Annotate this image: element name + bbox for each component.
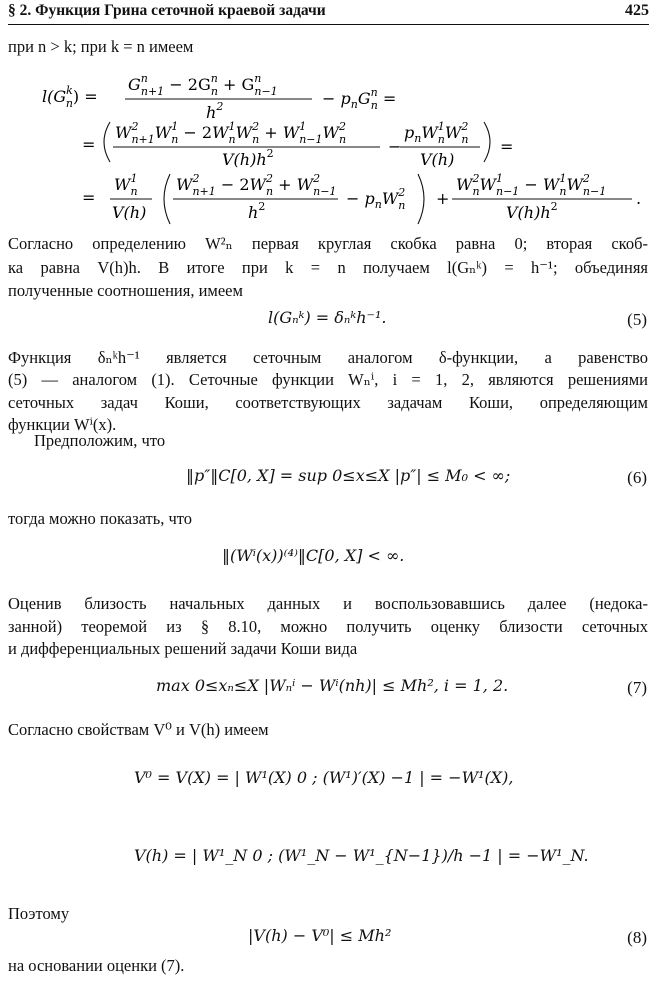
para1-line2: ка равна V(h)h. В итоге при k = n получаем l(Gₙᵏ) = h⁻¹; объединяя [8, 258, 648, 277]
para6: Согласно свойствам V⁰ и V(h) имеем [8, 720, 269, 739]
equation-7: max 0≤xₙ≤X |Wₙⁱ − Wⁱ(nh)| ≤ Mh², i = 1, 2. [156, 676, 509, 695]
section-title: § 2. Функция Грина сеточной краевой задачи [8, 2, 326, 19]
svg-text:V(h)h2: $V(h)h^2$ [506, 200, 558, 222]
svg-text:W2n+1 − 2W2n + W2n−1: $W^2$ $n+1 - 2W^2$ $n + W^2$ n−1 [176, 172, 337, 198]
svg-text:h2: $h^2$ [206, 100, 224, 122]
intro-line: при n > k; при k = n имеем [8, 37, 194, 56]
equation-6: ‖p″‖C[0, X] = sup 0≤x≤X |p″| ≤ M₀ < ∞; [186, 466, 511, 485]
para7: Поэтому [8, 904, 70, 923]
svg-text:W1n: $W^1$ n [114, 172, 138, 198]
svg-text:− pnW2n: − $p_nW^2$ n [346, 186, 406, 212]
svg-text:V(h)h2: $V(h)h^2$ [222, 147, 274, 169]
svg-text:=: = [82, 188, 96, 207]
para3: Предположим, что [34, 431, 166, 450]
equation-v0: V⁰ = V(X) = | W¹(X) 0 ; (W¹)′(X) −1 | = −W¹(X), [134, 768, 514, 787]
svg-text:+: + [436, 189, 450, 208]
para4: тогда можно показать, что [8, 509, 193, 528]
eq-number-7: (7) [627, 678, 647, 697]
para2-line2: (5) — аналогом (1). Сеточные функции Wₙⁱ, i = 1, 2, являются решениями [8, 370, 648, 389]
para5-line3: и дифференциальных решений задачи Коши вида [8, 639, 358, 658]
eq-number-6: (6) [627, 468, 647, 487]
eq-number-8: (8) [627, 928, 647, 947]
svg-text:W2n+1W1n − 2W1nW2n + W1n−1W2n: $W^2$ $n+1W^1$ $n - 2W^1$ $nW^2$ $n + W^1$ $n-1W^2$ n [115, 120, 347, 146]
svg-text:=: = [82, 135, 96, 154]
para2-line1: Функция δₙᵏh⁻¹ является сеточным аналогом δ-функции, а равенство [8, 348, 648, 367]
para2-line3: сеточных задач Коши, соответствующих задачам Коши, определяющим [8, 393, 648, 412]
svg-text:l(Gkn) =: $l(G^k$ n) = [42, 84, 98, 110]
para5-line2: занной) теоремой из § 8.10, можно получить оценку близости сеточных [8, 617, 648, 636]
svg-text:Gnn+1 − 2Gnn + Gnn−1: $G^n$ $n+1 - 2G^n$ $n + G^n$ n−1 [128, 72, 278, 98]
svg-text:V(h): V(h) [420, 150, 455, 169]
svg-text:.: . [636, 189, 642, 208]
eq-number-5: (5) [627, 310, 647, 329]
svg-text:=: = [500, 137, 514, 156]
para2-line4: функции Wⁱ(x). [8, 415, 117, 434]
svg-text:V(h): V(h) [112, 203, 147, 222]
equation-vh: V(h) = | W¹_N 0 ; (W¹_N − W¹_{N−1})/h −1 | = −W¹_N. [134, 846, 589, 865]
equation-5: l(Gₙᵏ) = δₙᵏh⁻¹. [268, 308, 387, 327]
para1-line3: полученные соотношения, имеем [8, 281, 243, 300]
equation-8: |V(h) − V⁰| ≤ Mh² [248, 926, 392, 945]
derivation-formula [0, 62, 661, 222]
svg-text:−: − [388, 137, 402, 156]
para8: на основании оценки (7). [8, 956, 185, 975]
svg-text:− pnGnn =: − $p_nG^n$ n = [322, 86, 397, 112]
para5-line1: Оценив близость начальных данных и воспользовавшись далее (недока- [8, 594, 648, 613]
page-number: 425 [625, 2, 649, 19]
svg-text:h2: $h^2$ [248, 200, 266, 222]
running-header [8, 0, 649, 25]
svg-text:W2nW1n−1 − W1nW2n−1: $W^2$ $nW^1$ $n-1 - W^1$ $nW^2$ n−1 [456, 172, 607, 198]
svg-text:pnW1nW2n: $p_nW^1$ $nW^2$ n [404, 120, 469, 146]
equation-bound: ‖(Wⁱ(x))⁽⁴⁾‖C[0, X] < ∞. [222, 546, 405, 565]
para1-line1: Согласно определению W²ₙ первая круглая скобка равна 0; вторая скоб- [8, 234, 648, 253]
